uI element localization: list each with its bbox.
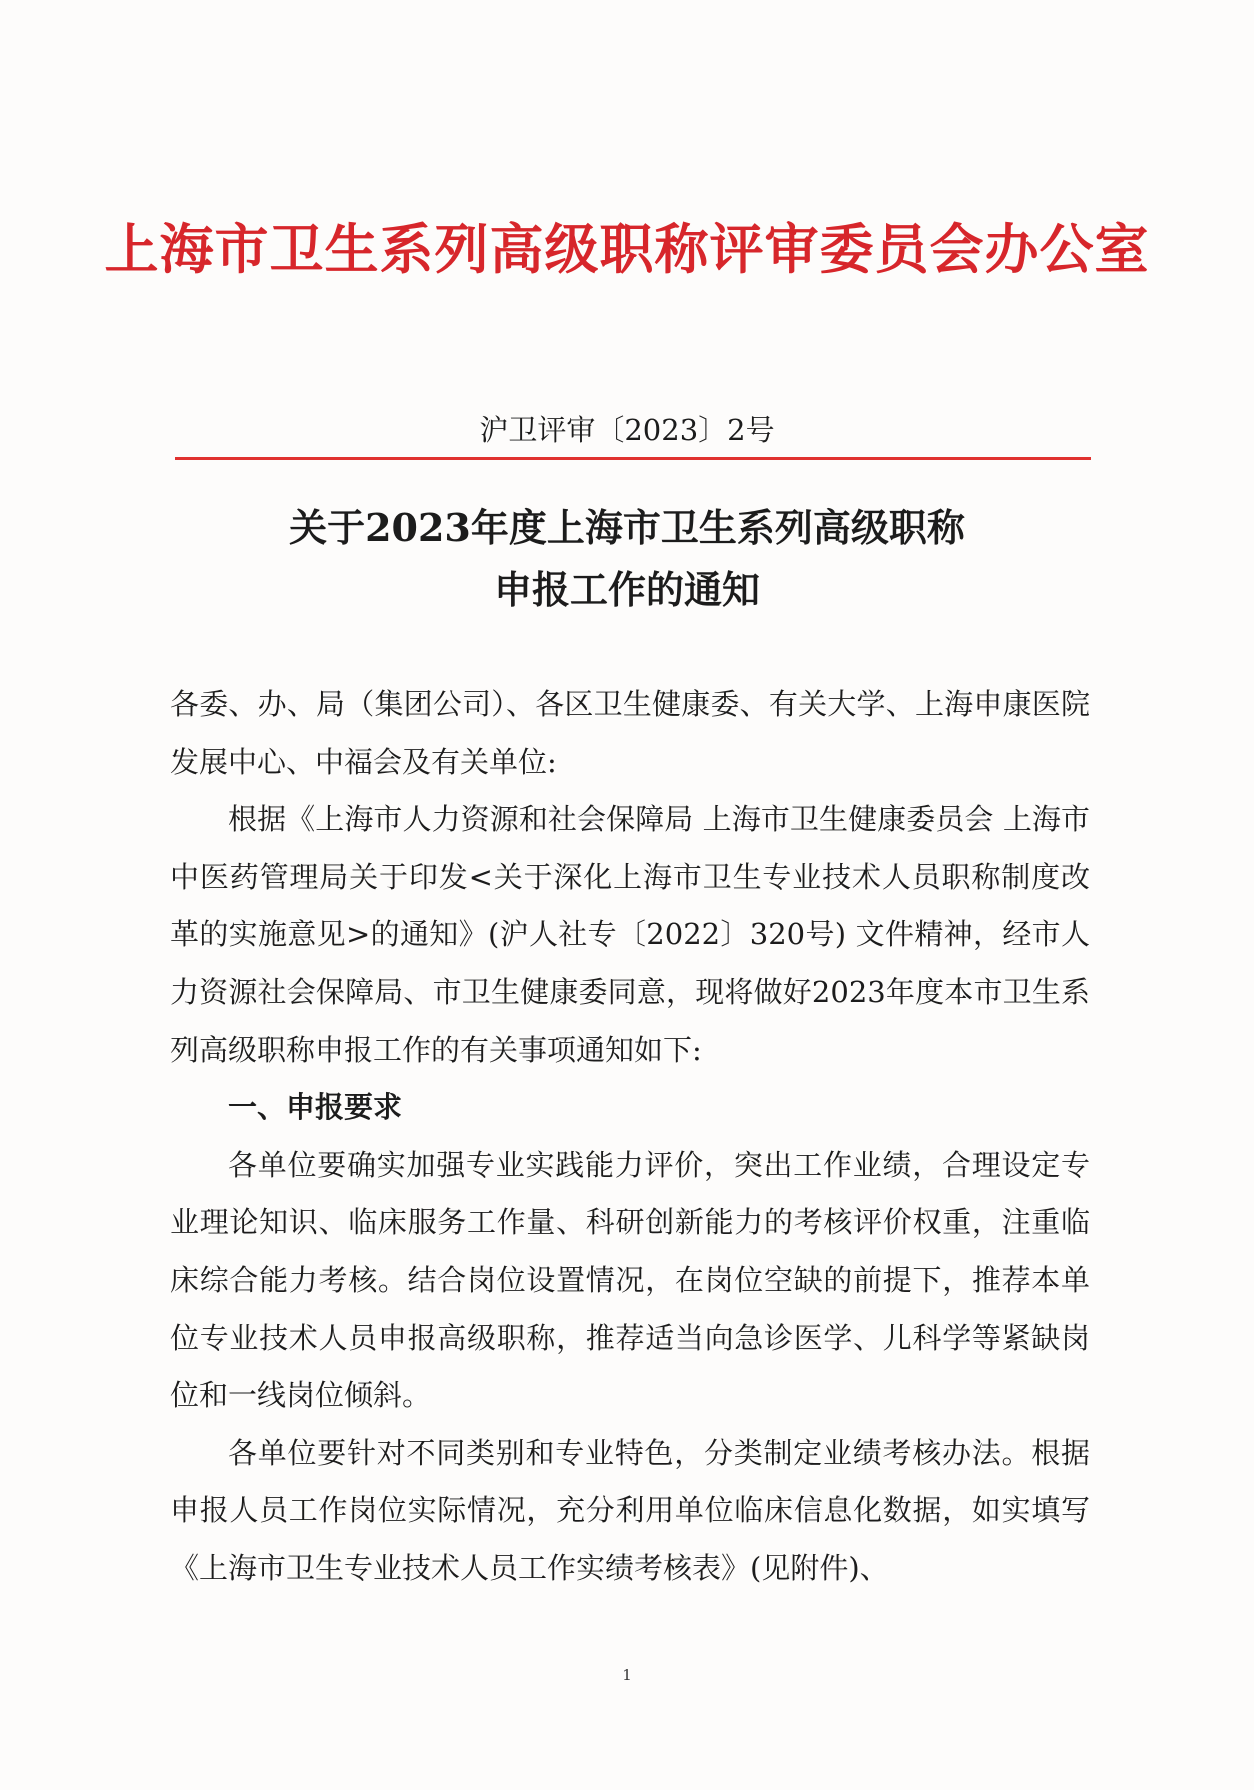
title-line-2: 申报工作的通知 — [493, 567, 760, 612]
body-paragraph: 根据《上海市人力资源和社会保障局 上海市卫生健康委员会 上海市中医药管理局关于印发<关于深化上海市卫生专业技术人员职称制度改革的实施意见>的通知》(沪人社专〔2022〕320号) 文件精神，经市人力资源社会保障局、市卫生健康委同意，现将做好2023年度本市卫生系列高级职称申报工作的有关事项通知如下: — [170, 802, 1090, 1067]
addressee-paragraph: 各委、办、局（集团公司）、各区卫生健康委、有关大学、上海申康医院发展中心、中福会及有关单位: — [170, 687, 1090, 779]
document-body — [170, 676, 1090, 1598]
red-divider-line — [175, 457, 1091, 460]
page-number: 1 — [622, 1666, 632, 1684]
title-line-1: 关于2023年度上海市卫生系列高级职称 — [289, 505, 965, 550]
office-header: 上海市卫生系列高级职称评审委员会办公室 — [104, 217, 1150, 281]
section-heading: 一、申报要求 — [228, 1090, 403, 1125]
body-paragraph: 各单位要确实加强专业实践能力评价，突出工作业绩，合理设定专业理论知识、临床服务工作量、科研创新能力的考核评价权重，注重临床综合能力考核。结合岗位设置情况，在岗位空缺的前提下，推荐本单位专业技术人员申报高级职称，推荐适当向急诊医学、儿科学等紧缺岗位和一线岗位倾斜。 — [170, 1147, 1090, 1413]
body-paragraph: 各单位要针对不同类别和专业特色，分类制定业绩考核办法。根据申报人员工作岗位实际情况，充分利用单位临床信息化数据，如实填写《上海市卫生专业技术人员工作实绩考核表》(见附件)、 — [170, 1435, 1090, 1585]
document-number: 沪卫评审〔2023〕2号 — [479, 413, 775, 447]
document-title — [0, 497, 1254, 621]
